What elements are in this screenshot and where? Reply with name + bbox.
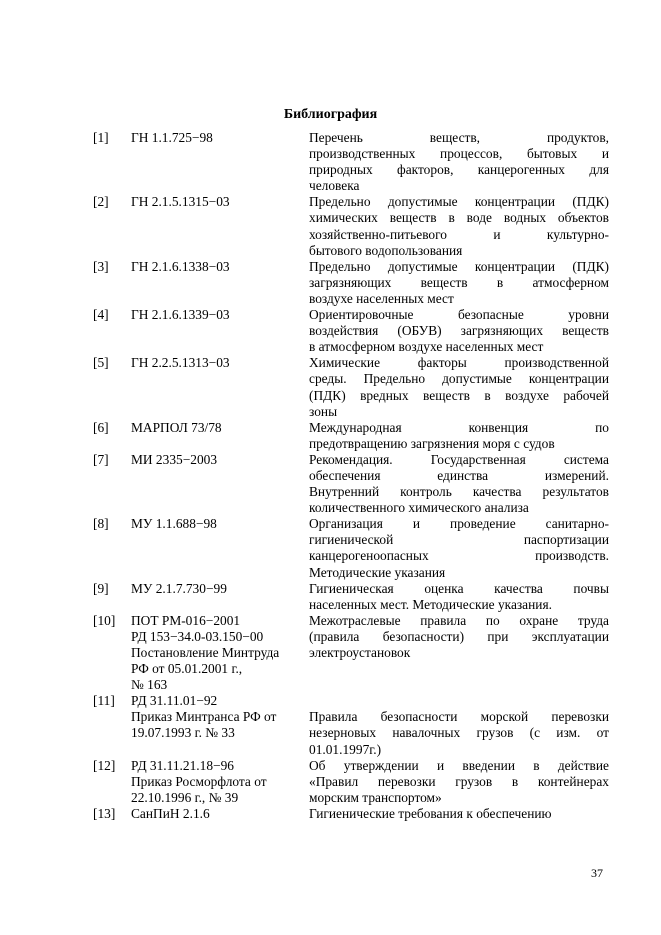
entry-document-code xyxy=(131,420,309,452)
entry-description-line: Предельно допустимые концентрации (ПДК) xyxy=(309,258,609,274)
entry-code-line: МУ 1.1.688−98 xyxy=(131,516,217,532)
entry-description-line: Ориентировочные безопасные уровни xyxy=(309,307,609,323)
bibliography-entry xyxy=(93,693,609,757)
bibliography-entry xyxy=(93,452,609,516)
entry-description-line: гигиенической паспортизации xyxy=(309,532,609,548)
entry-description-line: Межотраслевые правила по охране труда xyxy=(309,612,609,628)
entry-number: [13] xyxy=(93,805,116,821)
entry-description-line: Предельно допустимые концентрации (ПДК) xyxy=(309,194,609,210)
entry-description-line: среды. Предельно допустимые концентрации xyxy=(309,371,609,387)
entry-description xyxy=(309,194,609,258)
entry-document-code xyxy=(131,130,309,194)
entry-description xyxy=(309,259,609,307)
entry-description-line: загрязняющих веществ в атмосферном xyxy=(309,274,609,290)
entry-description-line: природных факторов, канцерогенных для xyxy=(309,162,609,178)
entry-description-line: Гигиенические требования к обеспечению xyxy=(309,805,552,821)
entry-description-line: в атмосферном воздухе населенных мест xyxy=(309,339,544,355)
entry-document-code xyxy=(131,613,309,693)
entry-document-code xyxy=(131,693,309,757)
entry-code-line: МИ 2335−2003 xyxy=(131,451,218,467)
entry-description-line: «Правил перевозки грузов в контейнерах xyxy=(309,773,609,789)
entry-code-line: РД 31.11.01−92 xyxy=(131,693,218,709)
entry-number: [6] xyxy=(93,419,109,435)
bibliography-entry xyxy=(93,307,609,355)
entry-description-line: населенных мест. Методические указания. xyxy=(309,596,552,612)
entry-description-line: химических веществ в воде водных объектов xyxy=(309,210,609,226)
entry-description-line: Перечень веществ, продуктов, xyxy=(309,130,609,145)
entry-number: [10] xyxy=(93,612,116,628)
entry-description-line: Внутренний контроль качества результатов xyxy=(309,484,609,500)
entry-description-line: Гигиеническая оценка качества почвы xyxy=(309,580,609,596)
entry-code-line: Приказ Минтранса РФ от xyxy=(131,709,277,725)
entry-code-line: РФ от 05.01.2001 г., xyxy=(131,661,243,677)
entry-code-line: СанПиН 2.1.6 xyxy=(131,805,210,821)
entry-description-line: бытового водопользования xyxy=(309,242,463,258)
entry-document-code xyxy=(131,307,309,355)
entry-description-line: воздействия (ОБУВ) загрязняющих веществ xyxy=(309,323,609,339)
entry-code-line: ГН 2.1.6.1339−03 xyxy=(131,307,230,323)
entry-description xyxy=(309,613,609,693)
bibliography-entry xyxy=(93,194,609,258)
entry-description-line: канцерогеноопасных производств. xyxy=(309,548,609,564)
entry-code-line: № 163 xyxy=(131,677,168,693)
entry-description xyxy=(309,130,609,194)
entry-description xyxy=(309,693,609,757)
entry-description xyxy=(309,420,609,452)
entry-description-line: обеспечения единства измерений. xyxy=(309,467,609,483)
entry-description-line: человека xyxy=(309,178,360,194)
entry-description-line: производственных процессов, бытовых и xyxy=(309,146,609,162)
entry-description xyxy=(309,307,609,355)
entry-description-line: хозяйственно-питьевого и культурно- xyxy=(309,226,609,242)
entry-document-code xyxy=(131,516,309,580)
page-number: 37 xyxy=(591,866,603,880)
entry-description-line: морским транспортом» xyxy=(309,789,442,805)
bibliography-list xyxy=(93,130,609,822)
entry-document-code xyxy=(131,355,309,419)
entry-description xyxy=(309,758,609,806)
entry-description xyxy=(309,452,609,516)
entry-description-line: предотвращению загрязнения моря с судов xyxy=(309,435,555,451)
entry-description-line: (правила безопасности) при эксплуатации xyxy=(309,628,609,644)
entry-number: [9] xyxy=(93,580,109,596)
entry-code-line: 19.07.1993 г. № 33 xyxy=(131,725,235,741)
entry-description-line: 01.01.1997г.) xyxy=(309,741,382,757)
entry-description xyxy=(309,581,609,613)
entry-document-code xyxy=(131,194,309,258)
entry-description-line: (ПДК) вредных веществ в воздухе рабочей xyxy=(309,387,609,403)
page-title: Библиография xyxy=(283,107,378,122)
entry-number: [3] xyxy=(93,258,109,274)
entry-code-line: ГН 1.1.725−98 xyxy=(131,130,213,145)
entry-number: [8] xyxy=(93,516,109,532)
entry-number: [7] xyxy=(93,451,109,467)
entry-description-line xyxy=(309,693,609,709)
entry-document-code xyxy=(131,452,309,516)
entry-code-line: ГН 2.1.6.1338−03 xyxy=(131,258,230,274)
entry-description-line: незерновых навалочных грузов (с изм. от xyxy=(309,725,609,741)
bibliography-entry xyxy=(93,130,609,194)
entry-code-line: МУ 2.1.7.730−99 xyxy=(131,580,227,596)
entry-description-line: Рекомендация. Государственная система xyxy=(309,451,609,467)
entry-description-line: Правила безопасности морской перевозки xyxy=(309,709,609,725)
entry-number: [1] xyxy=(93,130,109,145)
entry-description-line: количественного химического анализа xyxy=(309,500,529,516)
entry-description-line: Международная конвенция по xyxy=(309,419,609,435)
entry-document-code xyxy=(131,758,309,806)
entry-code-line: РД 31.11.21.18−96 xyxy=(131,757,234,773)
entry-description xyxy=(309,516,609,580)
entry-code-line: Постановление Минтруда xyxy=(131,645,280,660)
entry-code-line: ГН 2.1.5.1315−03 xyxy=(131,194,230,210)
entry-description xyxy=(309,806,609,822)
entry-description-line: Об утверждении и введении в действие xyxy=(309,757,609,773)
entry-code-line: Приказ Росморфлота от xyxy=(131,773,267,789)
entry-number: [4] xyxy=(93,307,109,323)
entry-code-line: 22.10.1996 г., № 39 xyxy=(131,789,239,805)
entry-document-code xyxy=(131,806,309,822)
bibliography-entry xyxy=(93,758,609,806)
entry-description-line: зоны xyxy=(309,403,338,419)
bibliography-entry xyxy=(93,516,609,580)
entry-description-line: Химические факторы производственной xyxy=(309,355,609,371)
entry-code-line: ГН 2.2.5.1313−03 xyxy=(131,355,230,371)
entry-code-line: МАРПОЛ 73/78 xyxy=(131,419,222,435)
entry-number: [11] xyxy=(93,693,115,709)
entry-code-line: РД 153−34.0-03.150−00 xyxy=(131,628,264,644)
bibliography-entry xyxy=(93,420,609,452)
entry-number: [12] xyxy=(93,757,116,773)
entry-document-code xyxy=(131,581,309,613)
bibliography-entry xyxy=(93,613,609,693)
entry-number: [5] xyxy=(93,355,109,371)
bibliography-entry xyxy=(93,806,609,822)
bibliography-entry xyxy=(93,581,609,613)
bibliography-entry xyxy=(93,259,609,307)
entry-description-line: Методические указания xyxy=(309,564,446,580)
entry-code-line: ПОТ РМ-016−2001 xyxy=(131,612,241,628)
bibliography-entry xyxy=(93,355,609,419)
entry-description-line: Организация и проведение санитарно- xyxy=(309,516,609,532)
entry-description-line: электроустановок xyxy=(309,645,411,660)
entry-description-line: воздухе населенных мест xyxy=(309,290,454,306)
entry-number: [2] xyxy=(93,194,109,210)
entry-document-code xyxy=(131,259,309,307)
entry-description xyxy=(309,355,609,419)
